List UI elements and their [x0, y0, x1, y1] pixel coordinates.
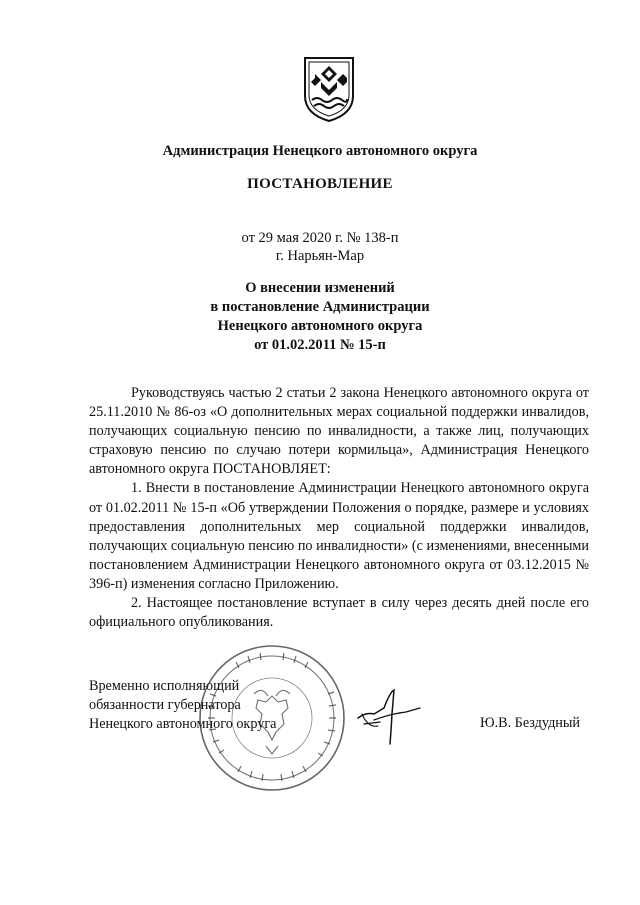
title-line: О внесении изменений: [245, 280, 395, 296]
organization-name: Администрация Ненецкого автономного округа: [162, 143, 478, 159]
coat-of-arms-icon: [301, 54, 357, 124]
title-line: в постановление Администрации: [210, 299, 430, 315]
document-city: г. Нарьян-Мар: [275, 248, 365, 264]
document-title: [0, 279, 640, 355]
title-line: от 01.02.2011 № 15-п: [254, 337, 386, 353]
document-type: ПОСТАНОВЛЕНИЕ: [247, 176, 393, 192]
document-date-number: от 29 мая 2020 г. № 138-п: [241, 230, 399, 246]
body-paragraph-item-1: 1. Внести в постановление Администрации Ненецкого автономного округа от 01.02.2011 № 15-п «Об утверждении Положения о порядке, размере и условиях предоставления дополнительных мер социальной поддержки инвалидов, получающих социальную пенсию по инвалидности» (с изменениями, внесенными постановлением Администрации Ненецкого автономного округа от 03.12.2015 № 396-п) изменения согласно Приложению.: [89, 480, 589, 592]
body-paragraph-item-2: 2. Настоящее постановление вступает в силу через десять дней после его официального опубликования.: [89, 595, 589, 631]
title-line: Ненецкого автономного округа: [217, 318, 423, 334]
signatory-name: Ю.В. Бездудный: [480, 715, 581, 731]
document-body: [89, 384, 589, 632]
body-paragraph-preamble: Руководствуясь частью 2 статьи 2 закона Ненецкого автономного округа от 25.11.2010 № 86-оз «О дополнительных мерах социальной поддержки инвалидов, получающих социальную пенсию по инвалидности, а также лиц, получающих страховую пенсию по случаю потери кормильца», Администрация Ненецкого автономного округа ПОСТАНОВЛЯЕТ:: [89, 385, 589, 478]
official-seal-icon: [196, 642, 348, 794]
signatory-position-line: Ненецкого автономного округа: [89, 716, 277, 732]
signatory-position-line: Временно исполняющий: [89, 678, 240, 694]
signatory-position-line: обязанности губернатора: [89, 697, 241, 713]
handwritten-signature: [354, 688, 426, 746]
